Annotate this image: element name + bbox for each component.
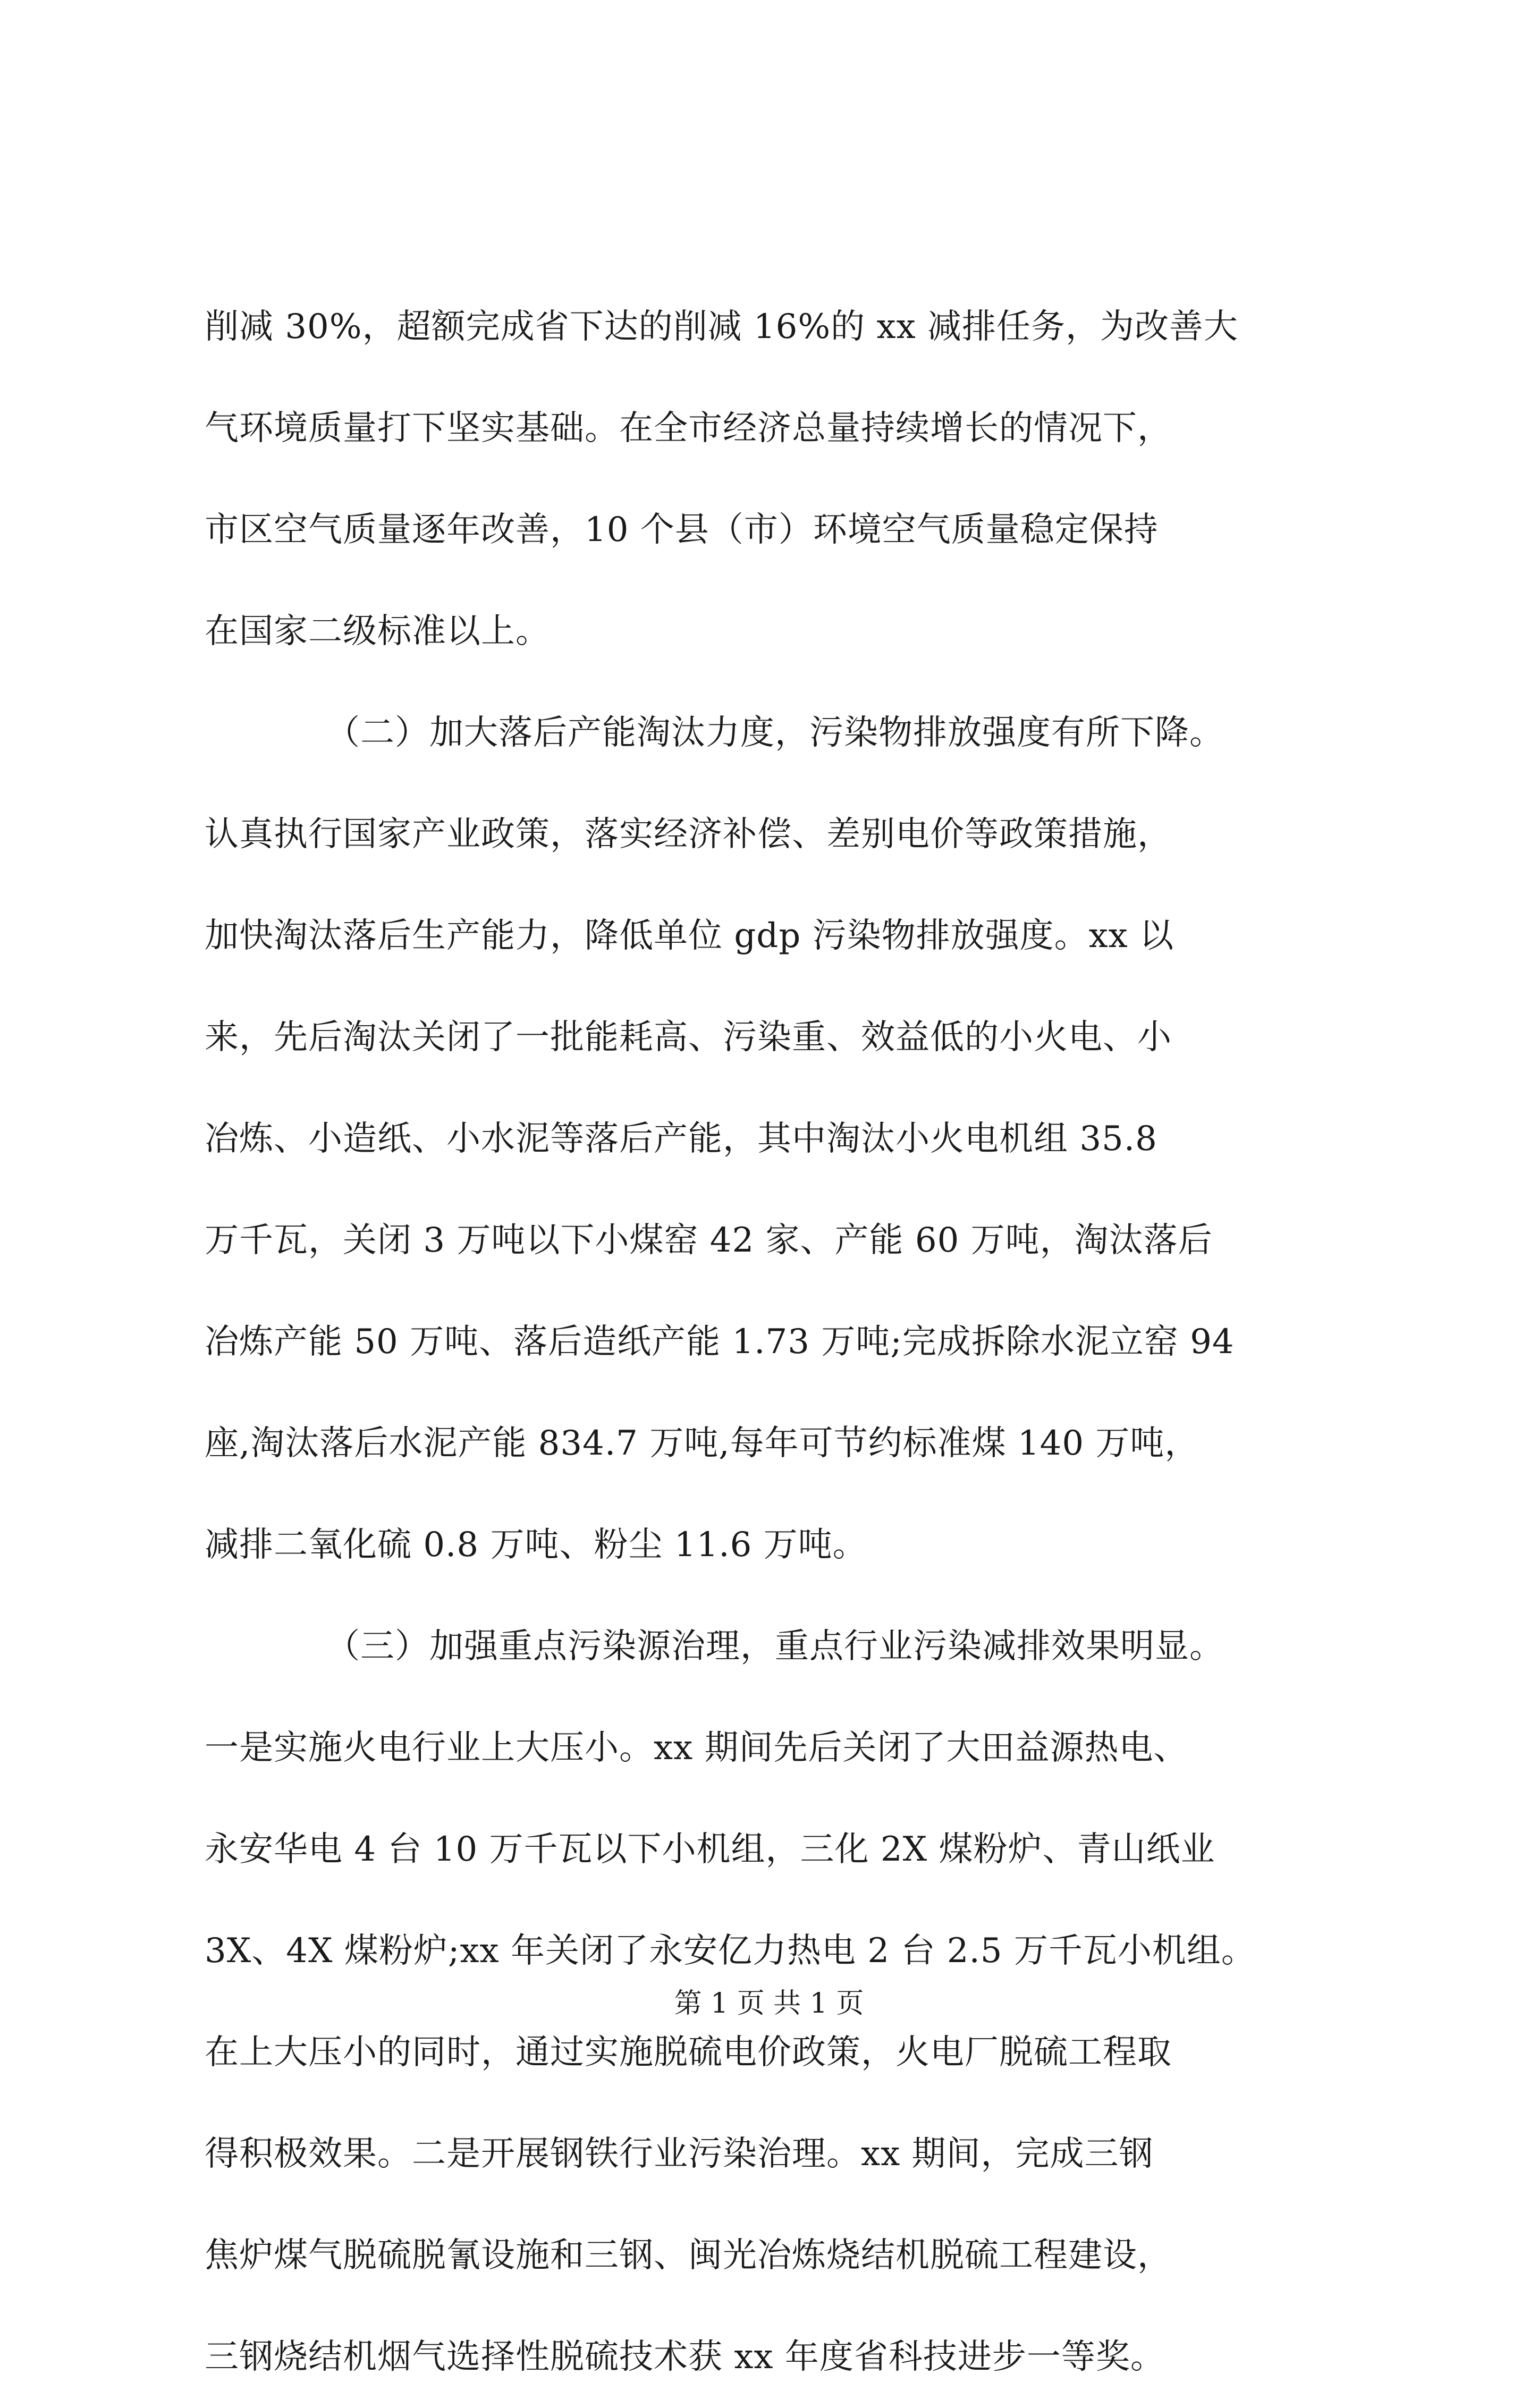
page-number-footer: 第 1 页 共 1 页 <box>674 1988 864 2020</box>
text-line: 座,淘汰落后水泥产能 834.7 万吨,每年可节约标准煤 140 万吨， <box>205 1424 1199 1463</box>
text-line: 3X、4X 煤粉炉;xx 年关闭了永安亿力热电 2 台 2.5 万千瓦小机组。 <box>205 1931 1256 1971</box>
text-line: 加快淘汰落后生产能力，降低单位 gdp 污染物排放强度。xx 以 <box>205 916 1174 956</box>
text-line: 气环境质量打下坚实基础。在全市经济总量持续增长的情况下， <box>205 409 1172 448</box>
section-heading-line: （二）加大落后产能淘汰力度，污染物排放强度有所下降。 <box>326 713 1224 753</box>
text-line: 焦炉煤气脱硫脱氰设施和三钢、闽光冶炼烧结机脱硫工程建设， <box>205 2236 1172 2275</box>
text-line: 来，先后淘汰关闭了一批能耗高、污染重、效益低的小火电、小 <box>205 1018 1172 1057</box>
text-line: 永安华电 4 台 10 万千瓦以下小机组，三化 2X 煤粉炉、青山纸业 <box>205 1830 1215 1869</box>
section-heading-line: （三）加强重点污染源治理，重点行业污染减排效果明显。 <box>326 1627 1224 1666</box>
text-line: 冶炼产能 50 万吨、落后造纸产能 1.73 万吨;完成拆除水泥立窑 94 <box>205 1322 1235 1362</box>
text-line: 在上大压小的同时，通过实施脱硫电价政策，火电厂脱硫工程取 <box>205 2033 1172 2072</box>
text-line: 得积极效果。二是开展钢铁行业污染治理。xx 期间，完成三钢 <box>205 2134 1154 2174</box>
document-body <box>205 276 1363 2408</box>
text-line: 万千瓦，关闭 3 万吨以下小煤窑 42 家、产能 60 万吨，淘汰落后 <box>205 1221 1213 1260</box>
text-line: 减排二氧化硫 0.8 万吨、粉尘 11.6 万吨。 <box>205 1525 867 1565</box>
text-line: 认真执行国家产业政策，落实经济补偿、差别电价等政策措施， <box>205 815 1172 854</box>
text-line: 市区空气质量逐年改善，10 个县（市）环境空气质量稳定保持 <box>205 510 1159 550</box>
text-line: 三钢烧结机烟气选择性脱硫技术获 xx 年度省科技进步一等奖。 <box>205 2337 1165 2377</box>
text-line: 在国家二级标准以上。 <box>205 612 550 651</box>
text-line: 冶炼、小造纸、小水泥等落后产能，其中淘汰小火电机组 35.8 <box>205 1119 1157 1159</box>
text-line: 削减 30%，超额完成省下达的削减 16%的 xx 减排任务，为改善大 <box>205 307 1239 347</box>
text-line: 一是实施火电行业上大压小。xx 期间先后关闭了大田益源热电、 <box>205 1728 1188 1768</box>
